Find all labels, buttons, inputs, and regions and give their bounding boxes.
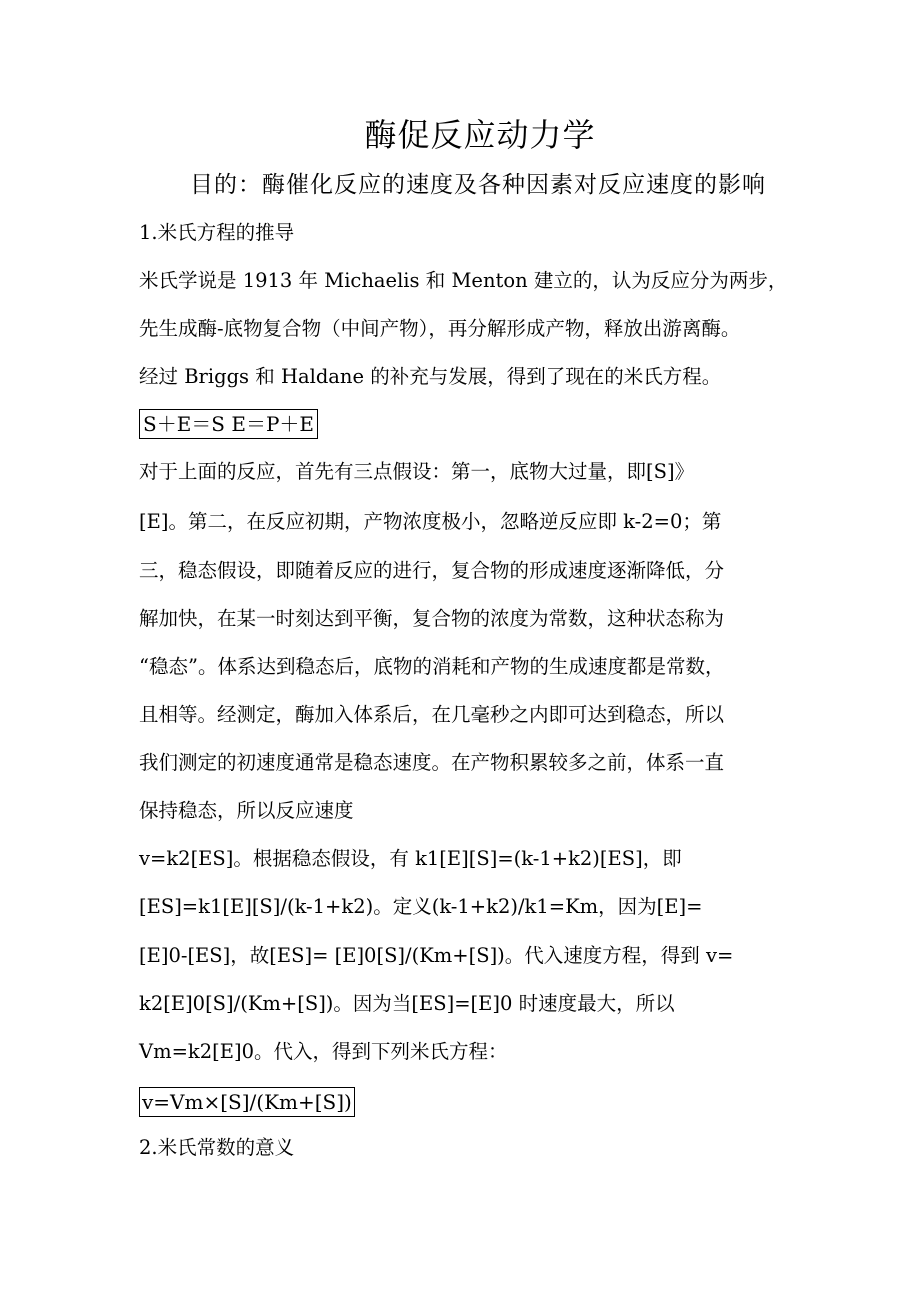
paragraph-line: [ES]=k1[E][S]/(k-1+k2)。定义(k-1+k2)/k1=Km，因为[E]= — [139, 895, 703, 918]
paragraph-line: 对于上面的反应，首先有三点假设：第一，底物大过量，即[S]》 — [139, 460, 695, 483]
paragraph-line: 解加快，在某一时刻达到平衡，复合物的浓度为常数，这种状态称为 — [139, 607, 725, 630]
paragraph-line: [E]。第二，在反应初期，产物浓度极小，忽略逆反应即 k-2=0；第 — [139, 510, 722, 533]
paragraph-line: v=k2[ES]。根据稳态假设，有 k1[E][S]=(k-1+k2)[ES]，即 — [139, 847, 682, 870]
paragraph-line: 我们测定的初速度通常是稳态速度。在产物积累较多之前，体系一直 — [139, 751, 725, 774]
section-heading-1: 1.米氏方程的推导 — [139, 221, 295, 244]
michaelis-equation-box: v=Vm×[S]/(Km+[S]) — [139, 1087, 355, 1117]
paragraph-line: “稳态”。体系达到稳态后，底物的消耗和产物的生成速度都是常数， — [139, 655, 725, 678]
document-title: 酶促反应动力学 — [364, 116, 596, 154]
paragraph-line: 先生成酶-底物复合物（中间产物），再分解形成产物，释放出游离酶。 — [139, 317, 741, 340]
paragraph-line: 且相等。经测定，酶加入体系后，在几毫秒之内即可达到稳态，所以 — [139, 703, 725, 726]
paragraph-line: 经过 Briggs 和 Haldane 的补充与发展，得到了现在的米氏方程。 — [139, 365, 722, 388]
paragraph-line: 三，稳态假设，即随着反应的进行，复合物的形成速度逐渐降低，分 — [139, 559, 725, 582]
paragraph-line: Vm=k2[E]0。代入，得到下列米氏方程： — [139, 1040, 508, 1063]
document-subtitle: 目的：酶催化反应的速度及各种因素对反应速度的影响 — [190, 172, 766, 198]
paragraph-line: 保持稳态，所以反应速度 — [139, 799, 354, 822]
reaction-equation-box: S＋E＝S E＝P＋E — [139, 409, 318, 439]
paragraph-line: 米氏学说是 1913 年 Michaelis 和 Menton 建立的，认为反应分为两步， — [139, 269, 788, 292]
section-heading-2: 2.米氏常数的意义 — [139, 1136, 295, 1159]
paragraph-line: [E]0-[ES]，故[ES]= [E]0[S]/(Km+[S])。代入速度方程，得到 v= — [139, 944, 734, 967]
paragraph-line: k2[E]0[S]/(Km+[S])。因为当[ES]=[E]0 时速度最大，所以 — [139, 992, 675, 1015]
